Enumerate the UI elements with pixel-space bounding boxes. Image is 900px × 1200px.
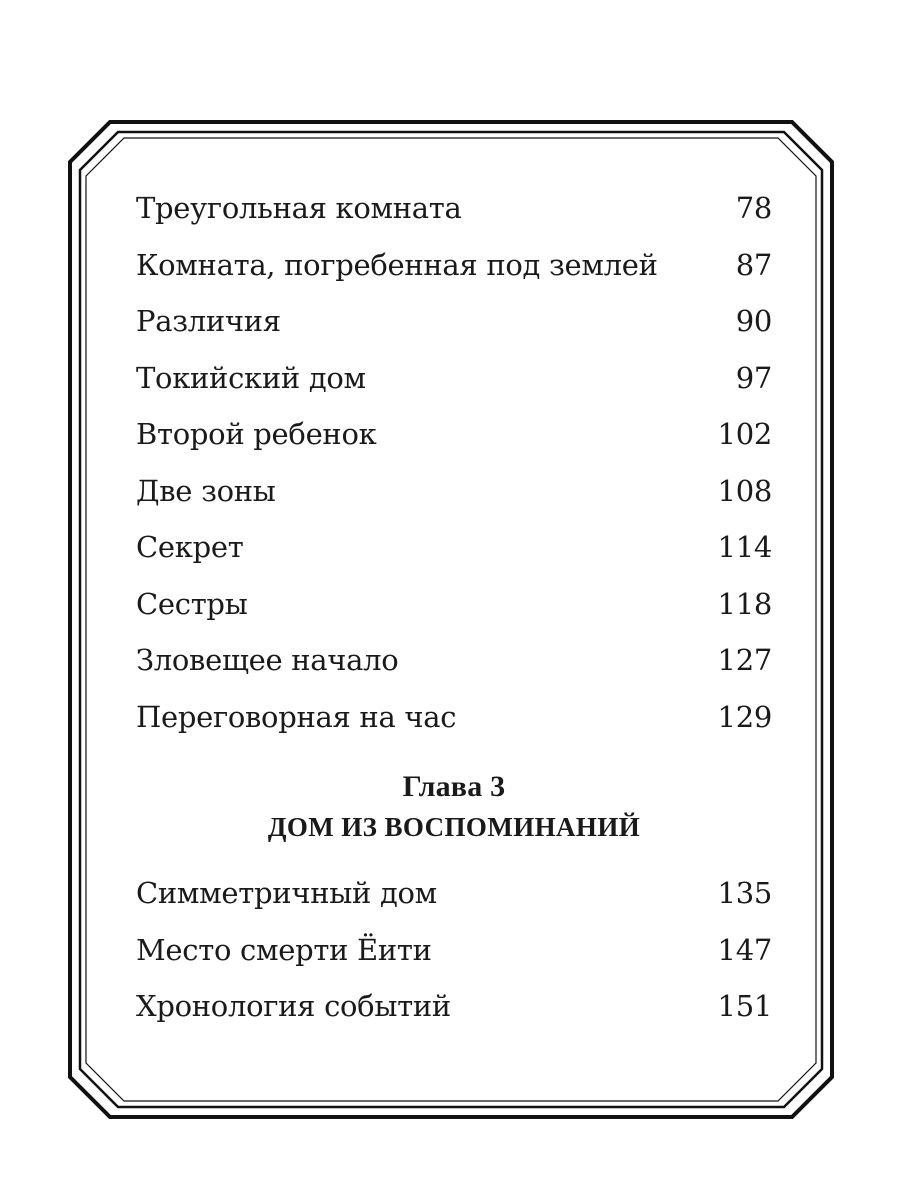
toc-entry-title: Место смерти Ёити xyxy=(136,932,432,967)
toc-entry-title: Комната, погребенная под землей xyxy=(136,247,658,282)
toc-entry[interactable] xyxy=(136,865,772,922)
toc-entry-title: Зловещее начало xyxy=(136,643,399,678)
toc-entry-page: 135 xyxy=(717,876,772,911)
toc-list-after xyxy=(136,865,772,1035)
toc-entry-page: 129 xyxy=(717,699,772,734)
toc-entry-page: 102 xyxy=(717,417,772,452)
toc-entry[interactable] xyxy=(136,237,772,294)
toc-entry-title: Симметричный дом xyxy=(136,876,437,911)
toc-entry-title: Сестры xyxy=(136,586,248,621)
toc-entry-title: Секрет xyxy=(136,530,244,565)
table-of-contents xyxy=(136,180,772,1035)
toc-entry[interactable] xyxy=(136,922,772,979)
toc-entry-page: 97 xyxy=(735,360,772,395)
toc-entry-page: 90 xyxy=(735,304,772,339)
toc-entry-title: Две зоны xyxy=(136,473,276,508)
toc-entry-title: Переговорная на час xyxy=(136,699,457,734)
chapter-heading xyxy=(136,767,772,847)
toc-entry[interactable] xyxy=(136,406,772,463)
chapter-number: Глава 3 xyxy=(402,770,506,803)
toc-entry-page: 118 xyxy=(717,586,772,621)
toc-list-before xyxy=(136,180,772,745)
toc-entry-title: Второй ребенок xyxy=(136,417,377,452)
toc-entry[interactable] xyxy=(136,180,772,237)
toc-entry-title: Токийский дом xyxy=(136,360,366,395)
toc-entry[interactable] xyxy=(136,978,772,1035)
toc-entry[interactable] xyxy=(136,632,772,689)
toc-entry-page: 108 xyxy=(717,473,772,508)
toc-entry-title: Хронология событий xyxy=(136,989,451,1024)
chapter-title: ДОМ ИЗ ВОСПОМИНАНИЙ xyxy=(267,812,641,842)
toc-entry[interactable] xyxy=(136,463,772,520)
toc-entry[interactable] xyxy=(136,293,772,350)
toc-entry[interactable] xyxy=(136,350,772,407)
toc-entry-page: 147 xyxy=(717,932,772,967)
toc-entry[interactable] xyxy=(136,689,772,746)
toc-entry-page: 87 xyxy=(735,247,772,282)
toc-entry-page: 114 xyxy=(717,530,772,565)
toc-entry[interactable] xyxy=(136,576,772,633)
toc-entry-title: Различия xyxy=(136,304,281,339)
toc-entry-page: 78 xyxy=(735,191,772,226)
toc-entry[interactable] xyxy=(136,519,772,576)
toc-entry-page: 127 xyxy=(717,643,772,678)
toc-entry-title: Треугольная комната xyxy=(136,191,462,226)
toc-entry-page: 151 xyxy=(717,989,772,1024)
